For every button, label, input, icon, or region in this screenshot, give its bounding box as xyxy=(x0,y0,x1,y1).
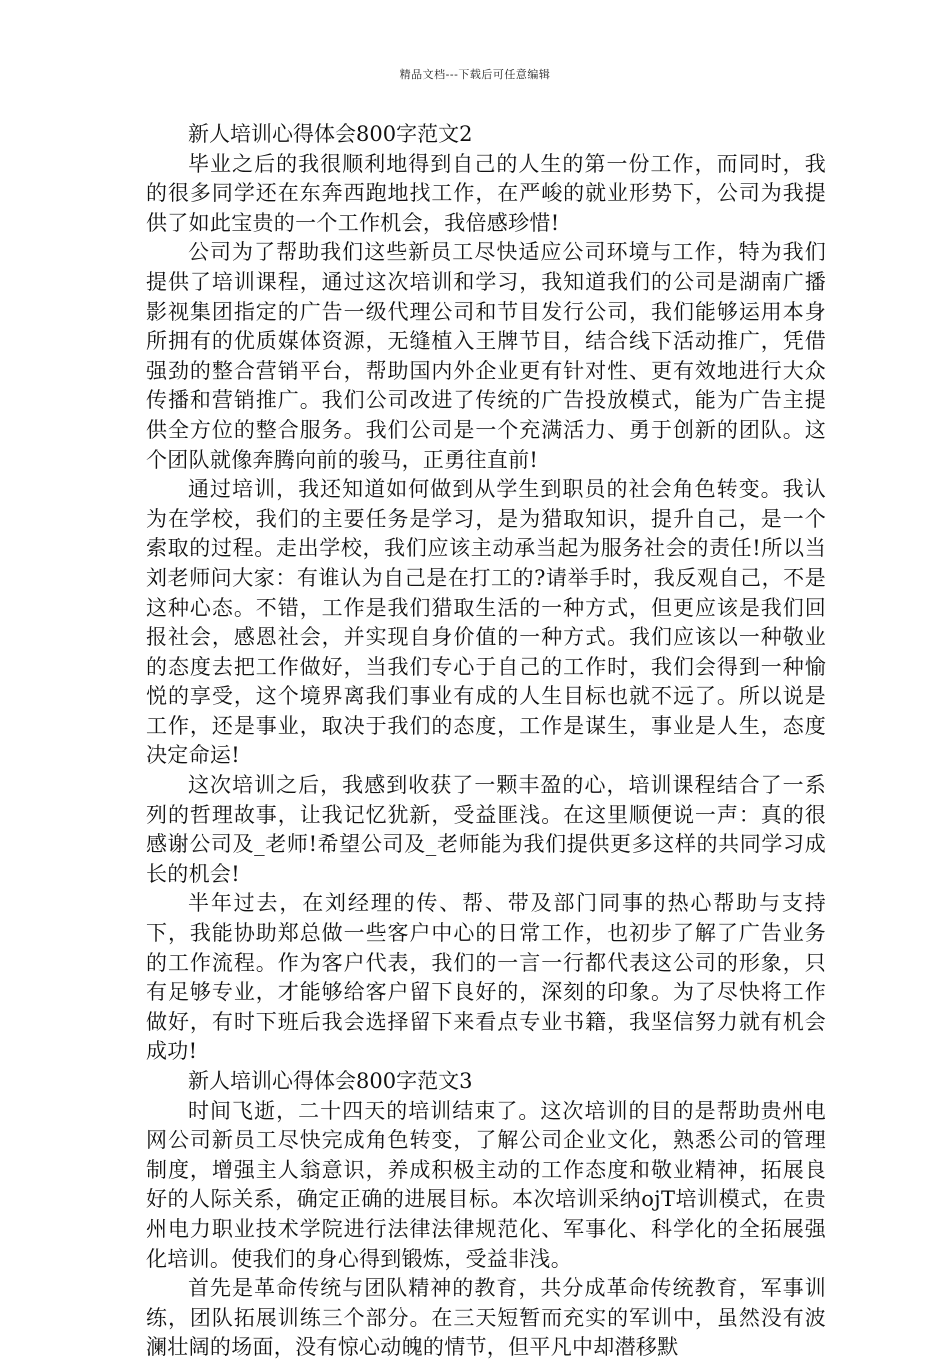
section-title-3: 新人培训心得体会800字范文3 xyxy=(188,1069,473,1093)
paragraph: 时间飞逝，二十四天的培训结束了。这次培训的目的是帮助贵州电网公司新员工尽快完成角色转变，了解公司企业文化，熟悉公司的管理制度，增强主人翁意识，养成积极主动的工作态度和敬业精神，拓展良好的人际关系，确定正确的进展目标。本次培训采纳ojT培训模式，在贵州电力职业技术学院进行法律法律规范化、军事化、科学化的全拓展强化培训。使我们的身心得到锻炼，受益非浅。 xyxy=(146,1098,826,1271)
paragraph: 通过培训，我还知道如何做到从学生到职员的社会角色转变。我认为在学校，我们的主要任务是学习，是为猎取知识，提升自己，是一个索取的过程。走出学校，我们应该主动承当起为服务社会的责任!所以当刘老师问大家：有谁认为自己是在打工的?请举手时，我反观自己，不是这种心态。不错，工作是我们猎取生活的一种方式，但更应该是我们回报社会，感恩社会，并实现自身价值的一种方式。我们应该以一种敬业的态度去把工作做好，当我们专心于自己的工作时，我们会得到一种愉悦的享受，这个境界离我们事业有成的人生目标也就不远了。所以说是工作，还是事业，取决于我们的态度，工作是谋生，事业是人生，态度决定命运! xyxy=(146,477,826,768)
section-title-2: 新人培训心得体会800字范文2 xyxy=(188,122,473,146)
paragraph: 首先是革命传统与团队精神的教育，共分成革命传统教育，军事训练，团队拓展训练三个部分。在三天短暂而充实的军训中，虽然没有波澜壮阔的场面，没有惊心动魄的情节，但平凡中却潜移默 xyxy=(146,1276,826,1360)
paragraph: 毕业之后的我很顺利地得到自己的人生的第一份工作，而同时，我的很多同学还在东奔西跑地找工作，在严峻的就业形势下，公司为我提供了如此宝贵的一个工作机会，我倍感珍惜! xyxy=(146,151,826,235)
page-header: 精品文档---下载后可任意编辑 xyxy=(399,68,551,81)
paragraph: 半年过去，在刘经理的传、帮、带及部门同事的热心帮助与支持下，我能协助郑总做一些客户中心的日常工作，也初步了解了广告业务的工作流程。作为客户代表，我们的一言一行都代表这公司的形象，只有足够专业，才能够给客户留下良好的，深刻的印象。为了尽快将工作做好，有时下班后我会选择留下来看点专业书籍，我坚信努力就有机会成功! xyxy=(146,891,826,1064)
document-body xyxy=(146,120,826,1363)
paragraph: 公司为了帮助我们这些新员工尽快适应公司环境与工作，特为我们提供了培训课程，通过这次培训和学习，我知道我们的公司是湖南广播影视集团指定的广告一级代理公司和节目发行公司，我们能够运用本身所拥有的优质媒体资源，无缝植入王牌节目，结合线下活动推广，凭借强劲的整合营销平台，帮助国内外企业更有针对性、更有效地进行大众传播和营销推广。我们公司改进了传统的广告投放模式，能为广告主提供全方位的整合服务。我们公司是一个充满活力、勇于创新的团队。这个团队就像奔腾向前的骏马，正勇往直前! xyxy=(146,240,826,472)
paragraph: 这次培训之后，我感到收获了一颗丰盈的心，培训课程结合了一系列的哲理故事，让我记忆犹新，受益匪浅。在这里顺便说一声：真的很感谢公司及_老师!希望公司及_老师能为我们提供更多这样的共同学习成长的机会! xyxy=(146,773,826,886)
